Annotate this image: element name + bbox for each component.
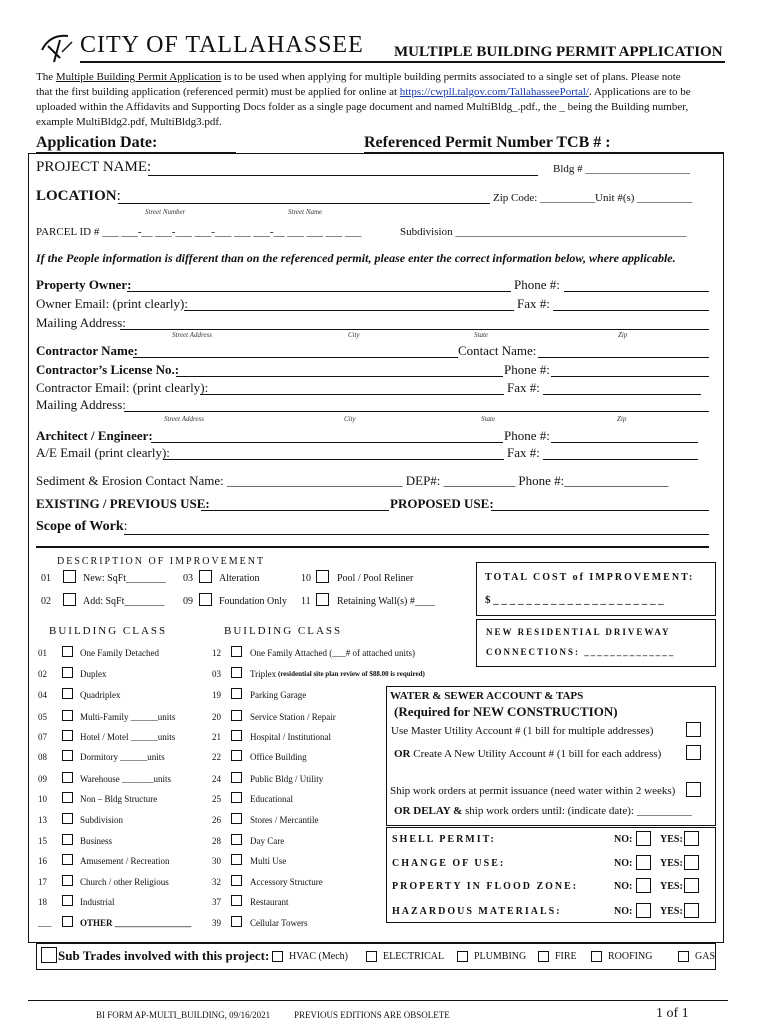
- class-right-label: Accessory Structure: [250, 877, 323, 887]
- architect-fax-field[interactable]: [543, 459, 698, 460]
- yes-no-question: SHELL PERMIT:: [392, 834, 496, 845]
- ship-orders-label: Ship work orders at permit issuance (need water within 2 weeks): [390, 785, 676, 797]
- total-cost-field[interactable]: $ _ _ _ _ _ _ _ _ _ _ _ _ _ _ _ _ _ _ _ _ _: [485, 594, 664, 606]
- architect-email-label: A/E Email (print clearly):: [36, 445, 170, 460]
- subtrade-checkbox[interactable]: [457, 951, 468, 962]
- class-left-label: Amusement / Recreation: [80, 856, 170, 866]
- class-left-checkbox[interactable]: [62, 730, 73, 741]
- yes-label: YES:: [660, 906, 683, 917]
- contractor-license-field[interactable]: [176, 376, 503, 377]
- no-checkbox[interactable]: [636, 878, 651, 893]
- owner-email-label: Owner Email: (print clearly):: [36, 296, 188, 311]
- location-field[interactable]: [118, 203, 490, 204]
- class-right-checkbox[interactable]: [231, 916, 242, 927]
- subtrade-label: FIRE: [555, 951, 577, 962]
- class-left-num: 07: [38, 732, 47, 742]
- contractor-email-field[interactable]: [200, 394, 504, 395]
- contractor-name-label: Contractor Name:: [36, 343, 138, 358]
- subtrade-checkbox[interactable]: [538, 951, 549, 962]
- sediment-erosion-fields[interactable]: Sediment & Erosion Contact Name: ___________________________ DEP#: ___________ Phone #:________________: [36, 473, 669, 488]
- people-info-note: If the People information is different than on the referenced permit, please enter the correct information below, where applicable.: [36, 251, 676, 265]
- subdivision-field[interactable]: Subdivision __________________________________________: [400, 226, 687, 238]
- owner-mailing-field[interactable]: [120, 329, 709, 330]
- subtrade-checkbox[interactable]: [366, 951, 377, 962]
- contractor-mailing-field[interactable]: [124, 411, 709, 412]
- class-left-num: ___: [38, 918, 52, 928]
- city-logo-icon: [38, 28, 78, 66]
- imp-10-num: 10: [301, 573, 311, 584]
- project-name-field[interactable]: [148, 175, 538, 176]
- class-right-num: 03: [212, 669, 221, 679]
- class-left-checkbox[interactable]: [62, 854, 73, 865]
- owner-fax-field[interactable]: [553, 310, 709, 311]
- scope-of-work-field[interactable]: [124, 534, 709, 535]
- description-title: DESCRIPTION OF IMPROVEMENT: [57, 556, 266, 567]
- class-left-label: Business: [80, 836, 113, 846]
- subtrade-checkbox[interactable]: [591, 951, 602, 962]
- yes-label: YES:: [660, 858, 683, 869]
- owner-field[interactable]: [127, 291, 511, 292]
- parcel-id-field[interactable]: PARCEL ID # ___ ___-__ ___-___ ___-___ ___ ___-__ ___ ___ ___ ___: [36, 226, 362, 238]
- project-name-label: PROJECT NAME:: [36, 159, 152, 175]
- existing-use-label: EXISTING / PREVIOUS USE:: [36, 496, 210, 511]
- class-right-num: 37: [212, 897, 221, 907]
- ref-permit-label: Referenced Permit Number TCB # :: [364, 134, 611, 151]
- city-name: CITY OF TALLAHASSEE: [80, 32, 364, 58]
- portal-link[interactable]: https://cwpll.talgov.com/TallahasseePortal/: [399, 86, 589, 98]
- scope-of-work-label: Scope of Work:: [36, 519, 128, 534]
- form-link-text: Multiple Building Permit Application: [55, 71, 222, 83]
- class-right-checkbox[interactable]: [231, 792, 242, 803]
- class-left-checkbox[interactable]: [62, 688, 73, 699]
- owner-fax-label: Fax #:: [517, 296, 550, 311]
- imp-10-checkbox[interactable]: [316, 570, 329, 583]
- class-right-checkbox[interactable]: [231, 646, 242, 657]
- class-left-checkbox[interactable]: [62, 834, 73, 845]
- delay-orders-field[interactable]: OR DELAY & ship work orders until: (indicate date): __________: [394, 805, 692, 817]
- class-left-num: 13: [38, 815, 47, 825]
- total-cost-box: [476, 562, 716, 616]
- class-left-label: Non – Bldg Structure: [80, 794, 158, 804]
- class-right-checkbox[interactable]: [231, 875, 242, 886]
- contractor-phone-field[interactable]: [551, 376, 709, 377]
- contractor-fax-field[interactable]: [543, 394, 701, 395]
- architect-email-field[interactable]: [163, 459, 504, 460]
- imp-03-num: 03: [183, 573, 193, 584]
- class-left-checkbox[interactable]: [62, 916, 73, 927]
- yes-label: YES:: [660, 834, 683, 845]
- class-right-checkbox[interactable]: [231, 772, 242, 783]
- location-label: LOCATION:: [36, 188, 121, 204]
- class-right-label: Stores / Mercantile: [250, 815, 319, 825]
- imp-11-num: 11: [301, 596, 311, 607]
- class-right-label: Public Bldg / Utility: [250, 774, 324, 784]
- no-label: NO:: [614, 858, 633, 869]
- class-right-checkbox[interactable]: [231, 710, 242, 721]
- proposed-use-field[interactable]: [491, 510, 709, 511]
- header-rule: [80, 61, 725, 63]
- class-left-label: Hotel / Motel ______units: [80, 732, 176, 742]
- contact-name-label: Contact Name:: [458, 343, 537, 358]
- architect-field[interactable]: [151, 442, 503, 443]
- owner-label: Property Owner:: [36, 277, 132, 292]
- existing-use-field[interactable]: [201, 510, 389, 511]
- architect-phone-label: Phone #:: [504, 428, 550, 443]
- building-class-title-left: BUILDING CLASS: [49, 625, 168, 637]
- contractor-zip-caption: Zip: [617, 415, 627, 423]
- architect-fax-label: Fax #:: [507, 445, 540, 460]
- subtrade-label: ELECTRICAL: [383, 951, 445, 962]
- ship-orders-checkbox[interactable]: [686, 782, 701, 797]
- class-left-num: 02: [38, 669, 47, 679]
- owner-state-caption: State: [474, 331, 488, 339]
- class-left-num: 17: [38, 877, 47, 887]
- imp-03-checkbox[interactable]: [199, 570, 212, 583]
- class-left-checkbox[interactable]: [62, 710, 73, 721]
- class-right-label: Parking Garage: [250, 690, 307, 700]
- class-left-num: 04: [38, 690, 47, 700]
- imp-01-label: New: SqFt________: [83, 573, 167, 584]
- imp-11-checkbox[interactable]: [316, 593, 329, 606]
- class-left-label: Industrial: [80, 897, 115, 907]
- class-left-label: Quadriplex: [80, 690, 121, 700]
- class-left-num: 15: [38, 836, 47, 846]
- class-right-checkbox[interactable]: [231, 895, 242, 906]
- class-right-checkbox[interactable]: [231, 834, 242, 845]
- class-right-num: 25: [212, 794, 221, 804]
- yes-no-question: CHANGE OF USE:: [392, 858, 506, 869]
- class-left-checkbox[interactable]: [62, 750, 73, 761]
- imp-09-label: Foundation Only: [219, 596, 288, 607]
- contractor-fax-label: Fax #:: [507, 380, 540, 395]
- class-right-label: Multi Use: [250, 856, 287, 866]
- imp-02-label: Add: SqFt________: [83, 596, 165, 607]
- imp-02-num: 02: [41, 596, 51, 607]
- class-right-num: 12: [212, 648, 221, 658]
- contractor-mailing-label: Mailing Address:: [36, 397, 126, 412]
- contractor-phone-label: Phone #:: [504, 362, 550, 377]
- class-left-checkbox[interactable]: [62, 895, 73, 906]
- imp-11-label: Retaining Wall(s) #____: [337, 596, 435, 607]
- class-left-label: Dormitory ______units: [80, 752, 165, 762]
- subtrade-checkbox[interactable]: [678, 951, 689, 962]
- water-sewer-subtitle: (Required for NEW CONSTRUCTION): [394, 704, 618, 719]
- contractor-email-label: Contractor Email: (print clearly):: [36, 380, 209, 395]
- contractor-state-caption: State: [481, 415, 495, 423]
- class-right-num: 21: [212, 732, 221, 742]
- owner-phone-field[interactable]: [564, 291, 709, 292]
- intro-line-1: The Multiple Building Permit Application is to be used when applying for multiple building permits associated to a single set of plans. Please note: [36, 71, 681, 83]
- master-account-label: Use Master Utility Account # (1 bill for multiple addresses): [391, 725, 654, 737]
- proposed-use-label: PROPOSED USE:: [390, 496, 494, 511]
- class-right-checkbox[interactable]: [231, 854, 242, 865]
- class-left-num: 08: [38, 752, 47, 762]
- class-right-checkbox[interactable]: [231, 667, 242, 678]
- class-right-label: Service Station / Repair: [250, 712, 336, 722]
- no-checkbox[interactable]: [636, 903, 651, 918]
- subtrade-checkbox[interactable]: [272, 951, 283, 962]
- no-checkbox[interactable]: [636, 831, 651, 846]
- class-left-num: 10: [38, 794, 47, 804]
- owner-city-caption: City: [348, 331, 360, 339]
- master-account-checkbox[interactable]: [686, 722, 701, 737]
- class-right-num: 32: [212, 877, 221, 887]
- architect-label: Architect / Engineer:: [36, 428, 153, 443]
- yes-checkbox[interactable]: [684, 903, 699, 918]
- create-account-checkbox[interactable]: [686, 745, 701, 760]
- subtrades-checkbox[interactable]: [41, 947, 57, 963]
- create-account-label: OR Create A New Utility Account # (1 bill for each address): [394, 748, 662, 760]
- class-left-checkbox[interactable]: [62, 667, 73, 678]
- no-label: NO:: [614, 881, 633, 892]
- subtrade-label: PLUMBING: [474, 951, 527, 962]
- architect-phone-field[interactable]: [551, 442, 698, 443]
- contractor-street-caption: Street Address: [164, 415, 204, 423]
- class-right-label: Day Care: [250, 836, 285, 846]
- class-left-num: 18: [38, 897, 47, 907]
- contractor-name-field[interactable]: [133, 357, 458, 358]
- class-left-checkbox[interactable]: [62, 875, 73, 886]
- no-label: NO:: [614, 906, 633, 917]
- imp-01-num: 01: [41, 573, 51, 584]
- imp-03-label: Alteration: [219, 573, 260, 584]
- imp-09-checkbox[interactable]: [199, 593, 212, 606]
- footer-obsolete: PREVIOUS EDITIONS ARE OBSOLETE: [294, 1010, 450, 1020]
- building-class-title-right: BUILDING CLASS: [224, 625, 343, 637]
- scope-of-work-line-2[interactable]: [36, 546, 709, 548]
- yes-checkbox[interactable]: [684, 831, 699, 846]
- class-right-num: 30: [212, 856, 221, 866]
- class-right-checkbox[interactable]: [231, 813, 242, 824]
- driveway-title: NEW RESIDENTIAL DRIVEWAY: [486, 627, 671, 637]
- footer-form-id: BI FORM AP-MULTI_BUILDING, 09/16/2021: [96, 1010, 271, 1020]
- class-left-checkbox[interactable]: [62, 772, 73, 783]
- class-left-label: Warehouse _______units: [80, 774, 172, 784]
- no-label: NO:: [614, 834, 633, 845]
- footer-page-number: 1 of 1: [656, 1006, 689, 1021]
- class-right-num: 22: [212, 752, 221, 762]
- class-right-num: 24: [212, 774, 221, 784]
- class-left-label: OTHER _________________: [80, 918, 192, 928]
- application-date-label: Application Date:: [36, 134, 158, 151]
- contractor-city-caption: City: [344, 415, 356, 423]
- class-left-label: Duplex: [80, 669, 107, 679]
- street-name-caption: Street Name: [288, 208, 323, 216]
- intro-line-2: that the first building application (referenced permit) must be applied for online at https://cwpll.talgov.com/TallahasseePortal/. Applications are to be: [36, 86, 691, 98]
- class-right-label: Hospital / Institutional: [250, 732, 331, 742]
- owner-zip-caption: Zip: [618, 331, 628, 339]
- class-left-checkbox[interactable]: [62, 646, 73, 657]
- class-right-label: Cellular Towers: [250, 918, 308, 928]
- class-left-checkbox[interactable]: [62, 813, 73, 824]
- owner-mailing-label: Mailing Address:: [36, 315, 126, 330]
- yes-checkbox[interactable]: [684, 855, 699, 870]
- triplex-note: (residential site plan review of $88.00 is required): [278, 670, 425, 678]
- subtrades-label: Sub Trades involved with this project:: [58, 948, 270, 963]
- class-right-label: One Family Attached (___# of attached units): [250, 648, 415, 658]
- intro-line-3: uploaded within the Affidavits and Supporting Docs folder as a single page document and named MultiBldg_.pdf., the _ being the Building number,: [36, 101, 689, 113]
- class-right-label: Educational: [250, 794, 293, 804]
- class-left-checkbox[interactable]: [62, 792, 73, 803]
- class-left-label: Church / other Religious: [80, 877, 169, 887]
- class-left-num: 01: [38, 648, 47, 658]
- class-left-num: 16: [38, 856, 47, 866]
- class-right-label: Office Building: [250, 752, 307, 762]
- class-right-num: 19: [212, 690, 221, 700]
- class-right-num: 28: [212, 836, 221, 846]
- owner-street-caption: Street Address: [172, 331, 212, 339]
- class-right-label: Restaurant: [250, 897, 289, 907]
- imp-10-label: Pool / Pool Reliner: [337, 573, 414, 584]
- street-number-caption: Street Number: [145, 208, 186, 216]
- bldg-number-field[interactable]: Bldg # ___________________: [553, 163, 690, 175]
- form-title: MULTIPLE BUILDING PERMIT APPLICATION: [394, 44, 723, 60]
- class-left-num: 05: [38, 712, 47, 722]
- imp-09-num: 09: [183, 596, 193, 607]
- yes-label: YES:: [660, 881, 683, 892]
- water-sewer-title: WATER & SEWER ACCOUNT & TAPS: [390, 690, 584, 702]
- contact-name-field[interactable]: [538, 357, 709, 358]
- class-right-label: Triplex: [250, 669, 277, 679]
- owner-email-field[interactable]: [184, 310, 514, 311]
- class-left-label: Multi-Family ______units: [80, 712, 176, 722]
- class-right-checkbox[interactable]: [231, 688, 242, 699]
- footer-rule: [28, 1000, 728, 1001]
- subtrade-label: GAS: [695, 951, 716, 962]
- total-cost-label: TOTAL COST of IMPROVEMENT:: [485, 572, 695, 583]
- class-left-label: Subdivision: [80, 815, 124, 825]
- contractor-license-label: Contractor’s License No.:: [36, 362, 180, 377]
- class-right-checkbox[interactable]: [231, 730, 242, 741]
- class-left-label: One Family Detached: [80, 648, 159, 658]
- intro-line-4: example MultiBldg2.pdf, MultiBldg3.pdf.: [36, 116, 222, 128]
- class-right-num: 39: [212, 918, 221, 928]
- yes-checkbox[interactable]: [684, 878, 699, 893]
- no-checkbox[interactable]: [636, 855, 651, 870]
- yes-no-question: PROPERTY IN FLOOD ZONE:: [392, 881, 579, 892]
- imp-01-checkbox[interactable]: [63, 570, 76, 583]
- driveway-connections-field[interactable]: CONNECTIONS: ______________: [486, 647, 676, 657]
- zip-unit-fields[interactable]: Zip Code: __________Unit #(s) __________: [493, 192, 693, 204]
- owner-phone-label: Phone #:: [514, 277, 560, 292]
- subtrade-label: ROOFING: [608, 951, 653, 962]
- yes-no-question: HAZARDOUS MATERIALS:: [392, 906, 562, 917]
- subtrade-label: HVAC (Mech): [289, 951, 348, 962]
- class-right-num: 26: [212, 815, 221, 825]
- class-left-num: 09: [38, 774, 47, 784]
- imp-02-checkbox[interactable]: [63, 593, 76, 606]
- class-right-checkbox[interactable]: [231, 750, 242, 761]
- class-right-num: 20: [212, 712, 221, 722]
